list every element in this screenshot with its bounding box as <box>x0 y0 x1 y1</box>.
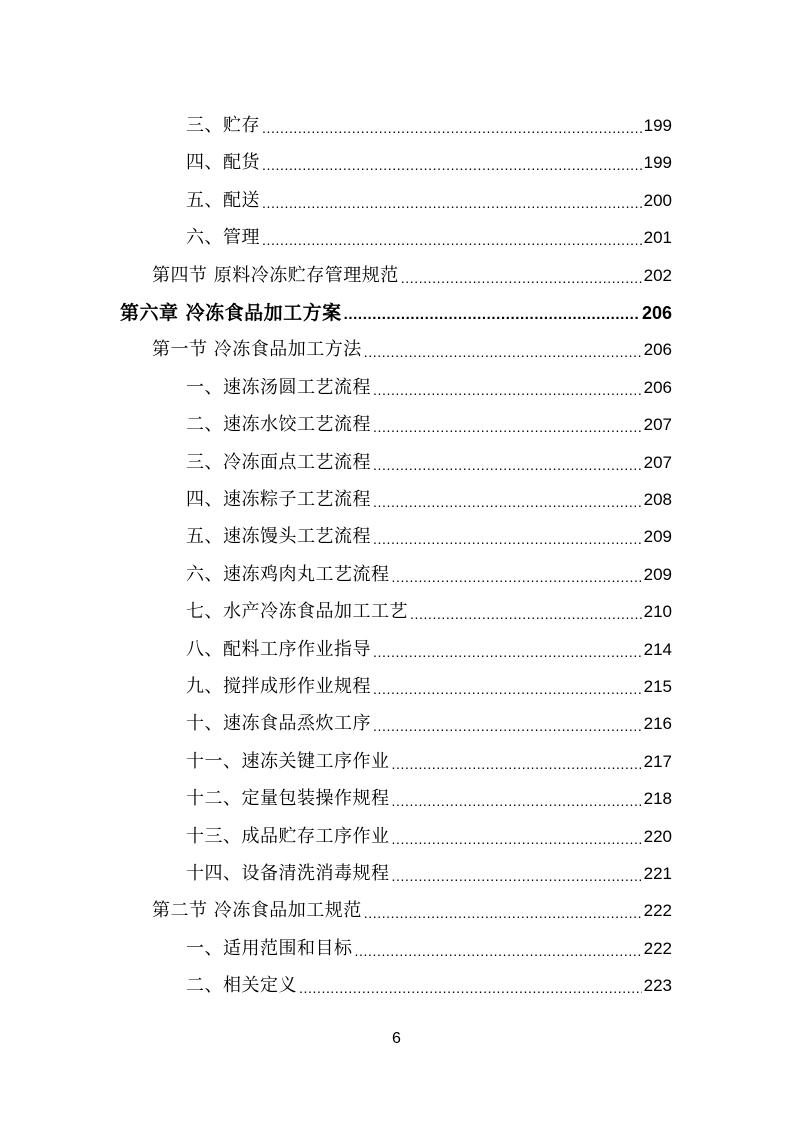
toc-entry[interactable] <box>186 137 672 174</box>
toc-entry[interactable] <box>186 848 672 885</box>
toc-leader-dots <box>392 830 642 848</box>
toc-entry-title: 第一节 冷冻食品加工方法 <box>152 339 362 361</box>
toc-leader-dots <box>392 792 642 810</box>
toc-entry-page-number: 215 <box>643 677 672 696</box>
toc-entry-page-number: 207 <box>643 415 672 435</box>
toc-entry-title: 一、速冻汤圆工艺流程 <box>186 376 371 398</box>
toc-leader-dots <box>401 269 642 287</box>
toc-leader-dots <box>364 904 642 922</box>
toc-entry[interactable] <box>186 811 672 848</box>
toc-entry-title: 三、贮存 <box>186 115 260 136</box>
toc-entry-title: 四、配货 <box>186 152 260 174</box>
toc-entry[interactable] <box>186 586 672 623</box>
toc-leader-dots <box>364 343 642 361</box>
toc-entry-title: 四、速冻粽子工艺流程 <box>186 489 371 510</box>
toc-leader-dots <box>373 680 642 698</box>
toc-entry-title: 二、相关定义 <box>186 975 297 997</box>
toc-leader-dots <box>373 643 642 661</box>
toc-entry[interactable] <box>186 773 672 810</box>
toc-entry-page-number: 206 <box>643 340 672 360</box>
toc-entry-title: 七、水产冷冻食品加工工艺 <box>186 601 408 623</box>
toc-entry-page-number: 222 <box>643 938 672 958</box>
toc-entry-page-number: 221 <box>643 864 672 883</box>
toc-entry-page-number: 217 <box>643 751 672 771</box>
toc-entry-title: 六、管理 <box>186 227 260 249</box>
toc-entry-page-number: 206 <box>643 377 672 397</box>
toc-entry-title: 十、速冻食品烝炊工序 <box>186 713 371 735</box>
toc-entry-title: 一、适用范围和目标 <box>186 937 353 959</box>
toc-entry[interactable] <box>152 324 672 361</box>
toc-entry[interactable] <box>186 960 672 997</box>
toc-entry-page-number: 199 <box>643 153 672 173</box>
toc-entry-page-number: 222 <box>643 901 672 921</box>
toc-entry-page-number: 218 <box>643 789 672 809</box>
toc-entry[interactable] <box>186 923 672 960</box>
toc-leader-dots <box>373 717 642 735</box>
page-number: 6 <box>392 1030 401 1047</box>
toc-entry[interactable] <box>186 399 672 436</box>
toc-entry[interactable] <box>186 736 672 773</box>
toc-entry[interactable] <box>152 250 672 287</box>
toc-entry-title: 十四、设备清洗消毒规程 <box>186 863 390 884</box>
toc-entry-page-number: 208 <box>643 490 672 509</box>
toc-entry-page-number: 201 <box>643 228 672 248</box>
toc-entry-page-number: 210 <box>643 602 672 622</box>
toc-entry[interactable] <box>186 437 672 474</box>
toc-entry[interactable] <box>186 661 672 698</box>
toc-leader-dots <box>262 119 642 137</box>
toc-entry[interactable] <box>186 175 672 212</box>
toc-entry-page-number: 206 <box>641 303 672 323</box>
toc-entry-title: 九、搅拌成形作业规程 <box>186 676 371 697</box>
toc-leader-dots <box>373 456 642 474</box>
toc-entry-title: 第四节 原料冷冻贮存管理规范 <box>152 264 399 286</box>
toc-leader-dots <box>410 605 642 623</box>
toc-entry-page-number: 202 <box>643 265 672 285</box>
toc-entry-page-number: 216 <box>643 714 672 734</box>
toc-leader-dots <box>355 942 642 960</box>
toc-leader-dots <box>344 306 640 324</box>
toc-entry-page-number: 209 <box>643 564 672 584</box>
toc-entry-title: 五、速冻馒头工艺流程 <box>186 526 371 548</box>
toc-leader-dots <box>262 194 642 212</box>
toc-entry-title: 第六章 冷冻食品加工方案 <box>120 302 342 324</box>
toc-entry-page-number: 207 <box>643 452 672 472</box>
toc-leader-dots <box>392 568 642 586</box>
toc-entry-title: 十二、定量包装操作规程 <box>186 788 390 810</box>
toc-entry[interactable] <box>120 287 672 324</box>
toc-entry-page-number: 200 <box>643 190 672 210</box>
toc-leader-dots <box>392 755 642 773</box>
toc-entry-title: 第二节 冷冻食品加工规范 <box>152 900 362 922</box>
toc-entry-title: 十一、速冻关键工序作业 <box>186 750 390 772</box>
toc-leader-dots <box>262 231 642 249</box>
toc-entry-title: 三、冷冻面点工艺流程 <box>186 451 371 473</box>
toc-leader-dots <box>373 530 642 548</box>
toc-entry[interactable] <box>186 100 672 137</box>
toc-entry-page-number: 220 <box>643 826 672 846</box>
toc-entry[interactable] <box>186 362 672 399</box>
toc-leader-dots <box>262 156 642 174</box>
toc-leader-dots <box>373 381 642 399</box>
toc-leader-dots <box>373 493 642 511</box>
toc-entry-title: 八、配料工序作业指导 <box>186 638 371 660</box>
toc-entry-page-number: 209 <box>643 527 672 547</box>
toc-entry-page-number: 223 <box>643 976 672 996</box>
toc-entry-page-number: 199 <box>643 116 672 135</box>
toc-entry-title: 五、配送 <box>186 189 260 211</box>
toc-entry-title: 十三、成品贮存工序作业 <box>186 825 390 847</box>
toc-entry[interactable] <box>186 474 672 511</box>
toc-entry[interactable] <box>186 511 672 548</box>
toc-leader-dots <box>373 418 642 436</box>
toc-entry-page-number: 214 <box>643 639 672 659</box>
toc-leader-dots <box>299 979 642 997</box>
toc-entry-title: 二、速冻水饺工艺流程 <box>186 414 371 436</box>
toc-leader-dots <box>392 867 642 885</box>
toc-entry[interactable] <box>186 624 672 661</box>
toc-entry[interactable] <box>152 885 672 922</box>
toc-entry[interactable] <box>186 698 672 735</box>
toc-entry[interactable] <box>186 212 672 249</box>
toc-entry-title: 六、速冻鸡肉丸工艺流程 <box>186 563 390 585</box>
toc-entry[interactable] <box>186 549 672 586</box>
